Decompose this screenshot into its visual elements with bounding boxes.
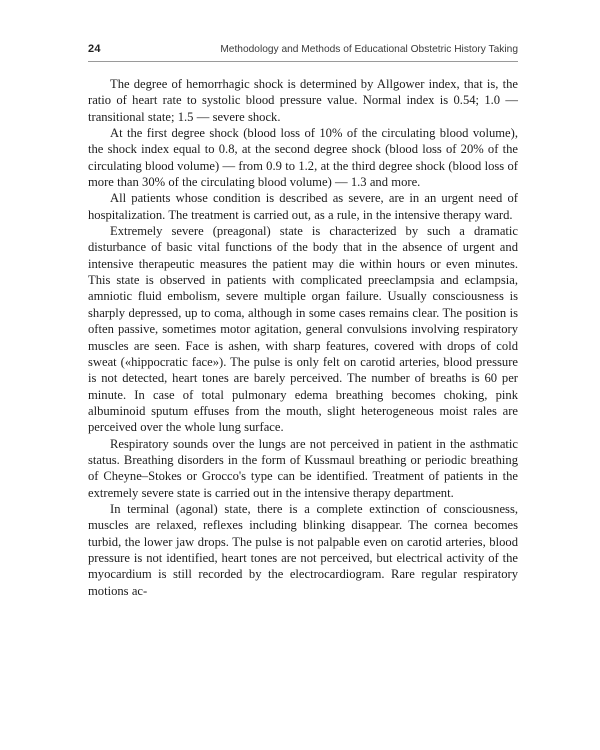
body-text-block (88, 76, 518, 599)
paragraph: In terminal (agonal) state, there is a complete extinction of consciousness, muscles are relaxed, reflexes including blinking disappear. The cornea becomes turbid, the lower jaw drops. The pulse is not palpable even on carotid arteries, blood pressure is not identified, heart tones are not perceived, but electrical activity of the myocardium is still recorded by the electrocardiogram. Rare regular respiratory motions ac- (88, 501, 518, 598)
page-header (88, 44, 518, 64)
header-divider (88, 61, 518, 62)
header-row (88, 44, 518, 60)
paragraph: Extremely severe (preagonal) state is characterized by such a dramatic disturbance of basic vital functions of the body that in the absence of urgent and intensive therapeutic measures the patient may die within hours or even minutes. This state is observed in patients with complicated preeclampsia and eclampsia, amniotic fluid embolism, severe multiple organ failure. Usually consciousness is sharply depressed, up to coma, although in some cases remains clear. The position is often passive, sometimes motor agitation, general convulsions involving respiratory muscles are seen. Face is ashen, with sharp features, covered with drops of cold sweat («hippocratic face»). The pulse is only felt on carotid arteries, blood pressure is not detected, heart tones are barely perceived. The number of breaths is 60 per minute. In case of total pulmonary edema breathing becomes choking, pink albuminoid sputum effuses from the mouth, slight heterogeneous moist rales are perceived over the whole lung surface. (88, 224, 518, 435)
running-head-title: Methodology and Methods of Educational Obstetric History Taking (220, 44, 518, 55)
paragraph: All patients whose condition is described as severe, are in an urgent need of hospitalization. The treatment is carried out, as a rule, in the intensive therapy ward. (88, 191, 518, 222)
paragraph: At the first degree shock (blood loss of 10% of the circulating blood volume), the shock index equal to 0.8, at the second degree shock (blood loss of 20% of the circulating blood volume) — from 0.9 to 1.2, at the third degree shock (blood loss of more than 30% of the circulating blood volume) — 1.3 and more. (88, 126, 518, 190)
paragraph: The degree of hemorrhagic shock is determined by Allgower index, that is, the ratio of heart rate to systolic blood pressure value. Normal index is 0.54; 1.0 — transitional state; 1.5 — severe shock. (88, 77, 518, 124)
page-number: 24 (88, 43, 101, 55)
paragraph: Respiratory sounds over the lungs are not perceived in patient in the asthmatic status. Breathing disorders in the form of Kussmaul breathing or periodic breathing of Cheyne–Stokes or Grocco's type can be identified. Treatment of patients in the extremely severe state is carried out in the intensive therapy department. (88, 436, 518, 500)
